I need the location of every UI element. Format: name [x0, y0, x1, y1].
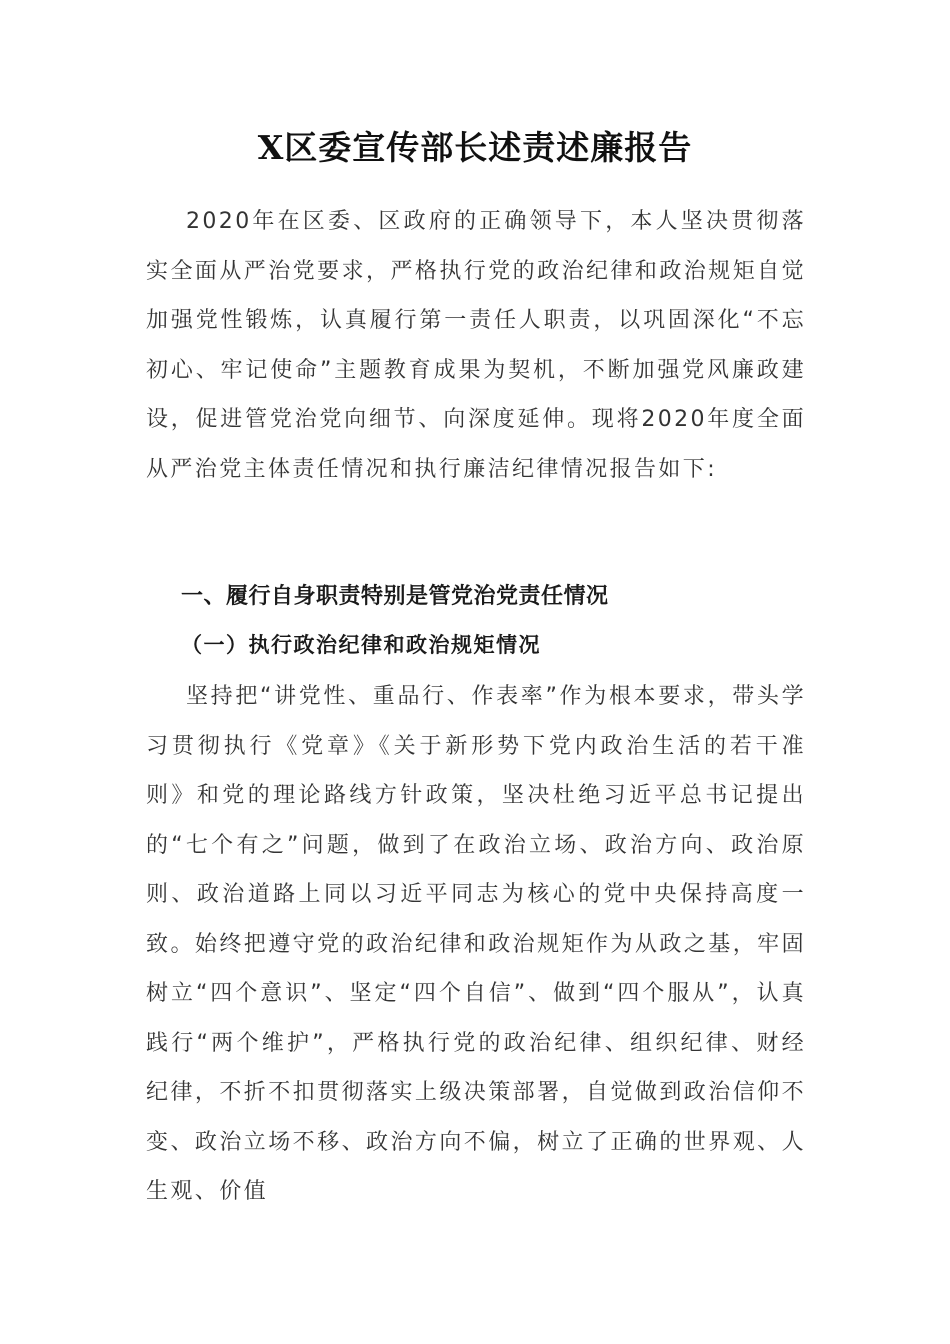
document-title: X区委宣传部长述责述廉报告 [257, 128, 693, 167]
intro-paragraph: 2020年在区委、区政府的正确领导下，本人坚决贯彻落实全面从严治党要求，严格执行党的政治纪律和政治规矩自觉加强党性锻炼，认真履行第一责任人职责，以巩固深化“不忘初心、牢记使命”主题教育成果为契机，不断加强党风廉政建设，促进管党治党向细节、向深度延伸。现将2020年度全面从严治党主体责任情况和执行廉洁纪律情况报告如下: [146, 209, 806, 482]
section-heading: 一、履行自身职责特别是管党治党责任情况 [181, 584, 609, 609]
body-paragraph: 坚持把“讲党性、重品行、作表率”作为根本要求，带头学习贯彻执行《党章》《关于新形势下党内政治生活的若干准则》和党的理论路线方针政策，坚决杜绝习近平总书记提出的“七个有之”问题，做到了在政治立场、政治方向、政治原则、政治道路上同以习近平同志为核心的党中央保持高度一致。始终把遵守党的政治纪律和政治规矩作为从政之基，牢固树立“四个意识”、坚定“四个自信”、做到“四个服从”，认真践行“两个维护”，严格执行党的政治纪律、组织纪律、财经纪律，不折不扣贯彻落实上级决策部署，自觉做到政治信仰不变、政治立场不移、政治方向不偏，树立了正确的世界观、人生观、价值 [146, 684, 806, 1204]
subsection-heading: （一）执行政治纪律和政治规矩情况 [181, 632, 541, 657]
